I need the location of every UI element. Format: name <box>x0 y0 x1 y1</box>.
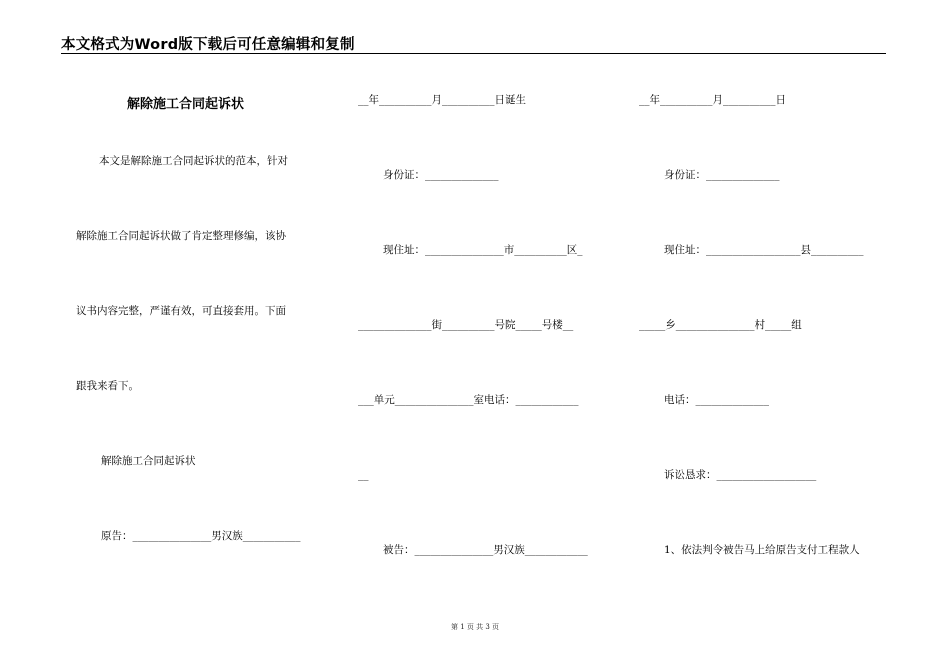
header-divider <box>61 53 886 54</box>
defendant-address-field: 现住址：__________________县__________ <box>664 244 864 256</box>
plaintiff-unit-phone-field: ___单元_______________室电话：____________ <box>358 394 579 406</box>
header-title: 本文格式为Word版下载后可任意编辑和复制 <box>61 37 355 53</box>
plaintiff-phone-continuation: __ <box>358 469 369 481</box>
document-title: 解除施工合同起诉状 <box>127 97 245 112</box>
intro-line-2: 解除施工合同起诉状做了肯定整理修编，该协 <box>76 230 286 242</box>
defendant-birth-field: __年__________月__________日 <box>639 94 786 106</box>
page-number: 第 1 页 共 3 页 <box>450 623 500 631</box>
plaintiff-id-field: 身份证：______________ <box>383 169 499 181</box>
plaintiff-birth-field: __年__________月__________日诞生 <box>358 94 526 106</box>
claim-item-1: 1、依法判令被告马上给原告支付工程款人 <box>664 544 860 556</box>
claims-label: 诉讼恳求：___________________ <box>664 469 817 481</box>
defendant-phone-field: 电话：______________ <box>664 394 769 406</box>
plaintiff-field: 原告：_______________男汉族___________ <box>101 530 301 542</box>
defendant-village-field: _____乡_______________村_____组 <box>639 319 802 331</box>
intro-line-1: 本文是解除施工合同起诉状的范本，针对 <box>99 155 288 167</box>
plaintiff-address-field: 现住址：_______________市__________区_ <box>383 244 583 256</box>
plaintiff-street-field: ______________街__________号院_____号楼__ <box>358 319 574 331</box>
section-subtitle: 解除施工合同起诉状 <box>101 455 196 467</box>
defendant-id-field: 身份证：______________ <box>664 169 780 181</box>
intro-line-3: 议书内容完整，严谨有效，可直接套用。下面 <box>76 305 286 317</box>
defendant-field: 被告：_______________男汉族____________ <box>383 544 588 556</box>
intro-line-4: 跟我来看下。 <box>76 380 139 392</box>
